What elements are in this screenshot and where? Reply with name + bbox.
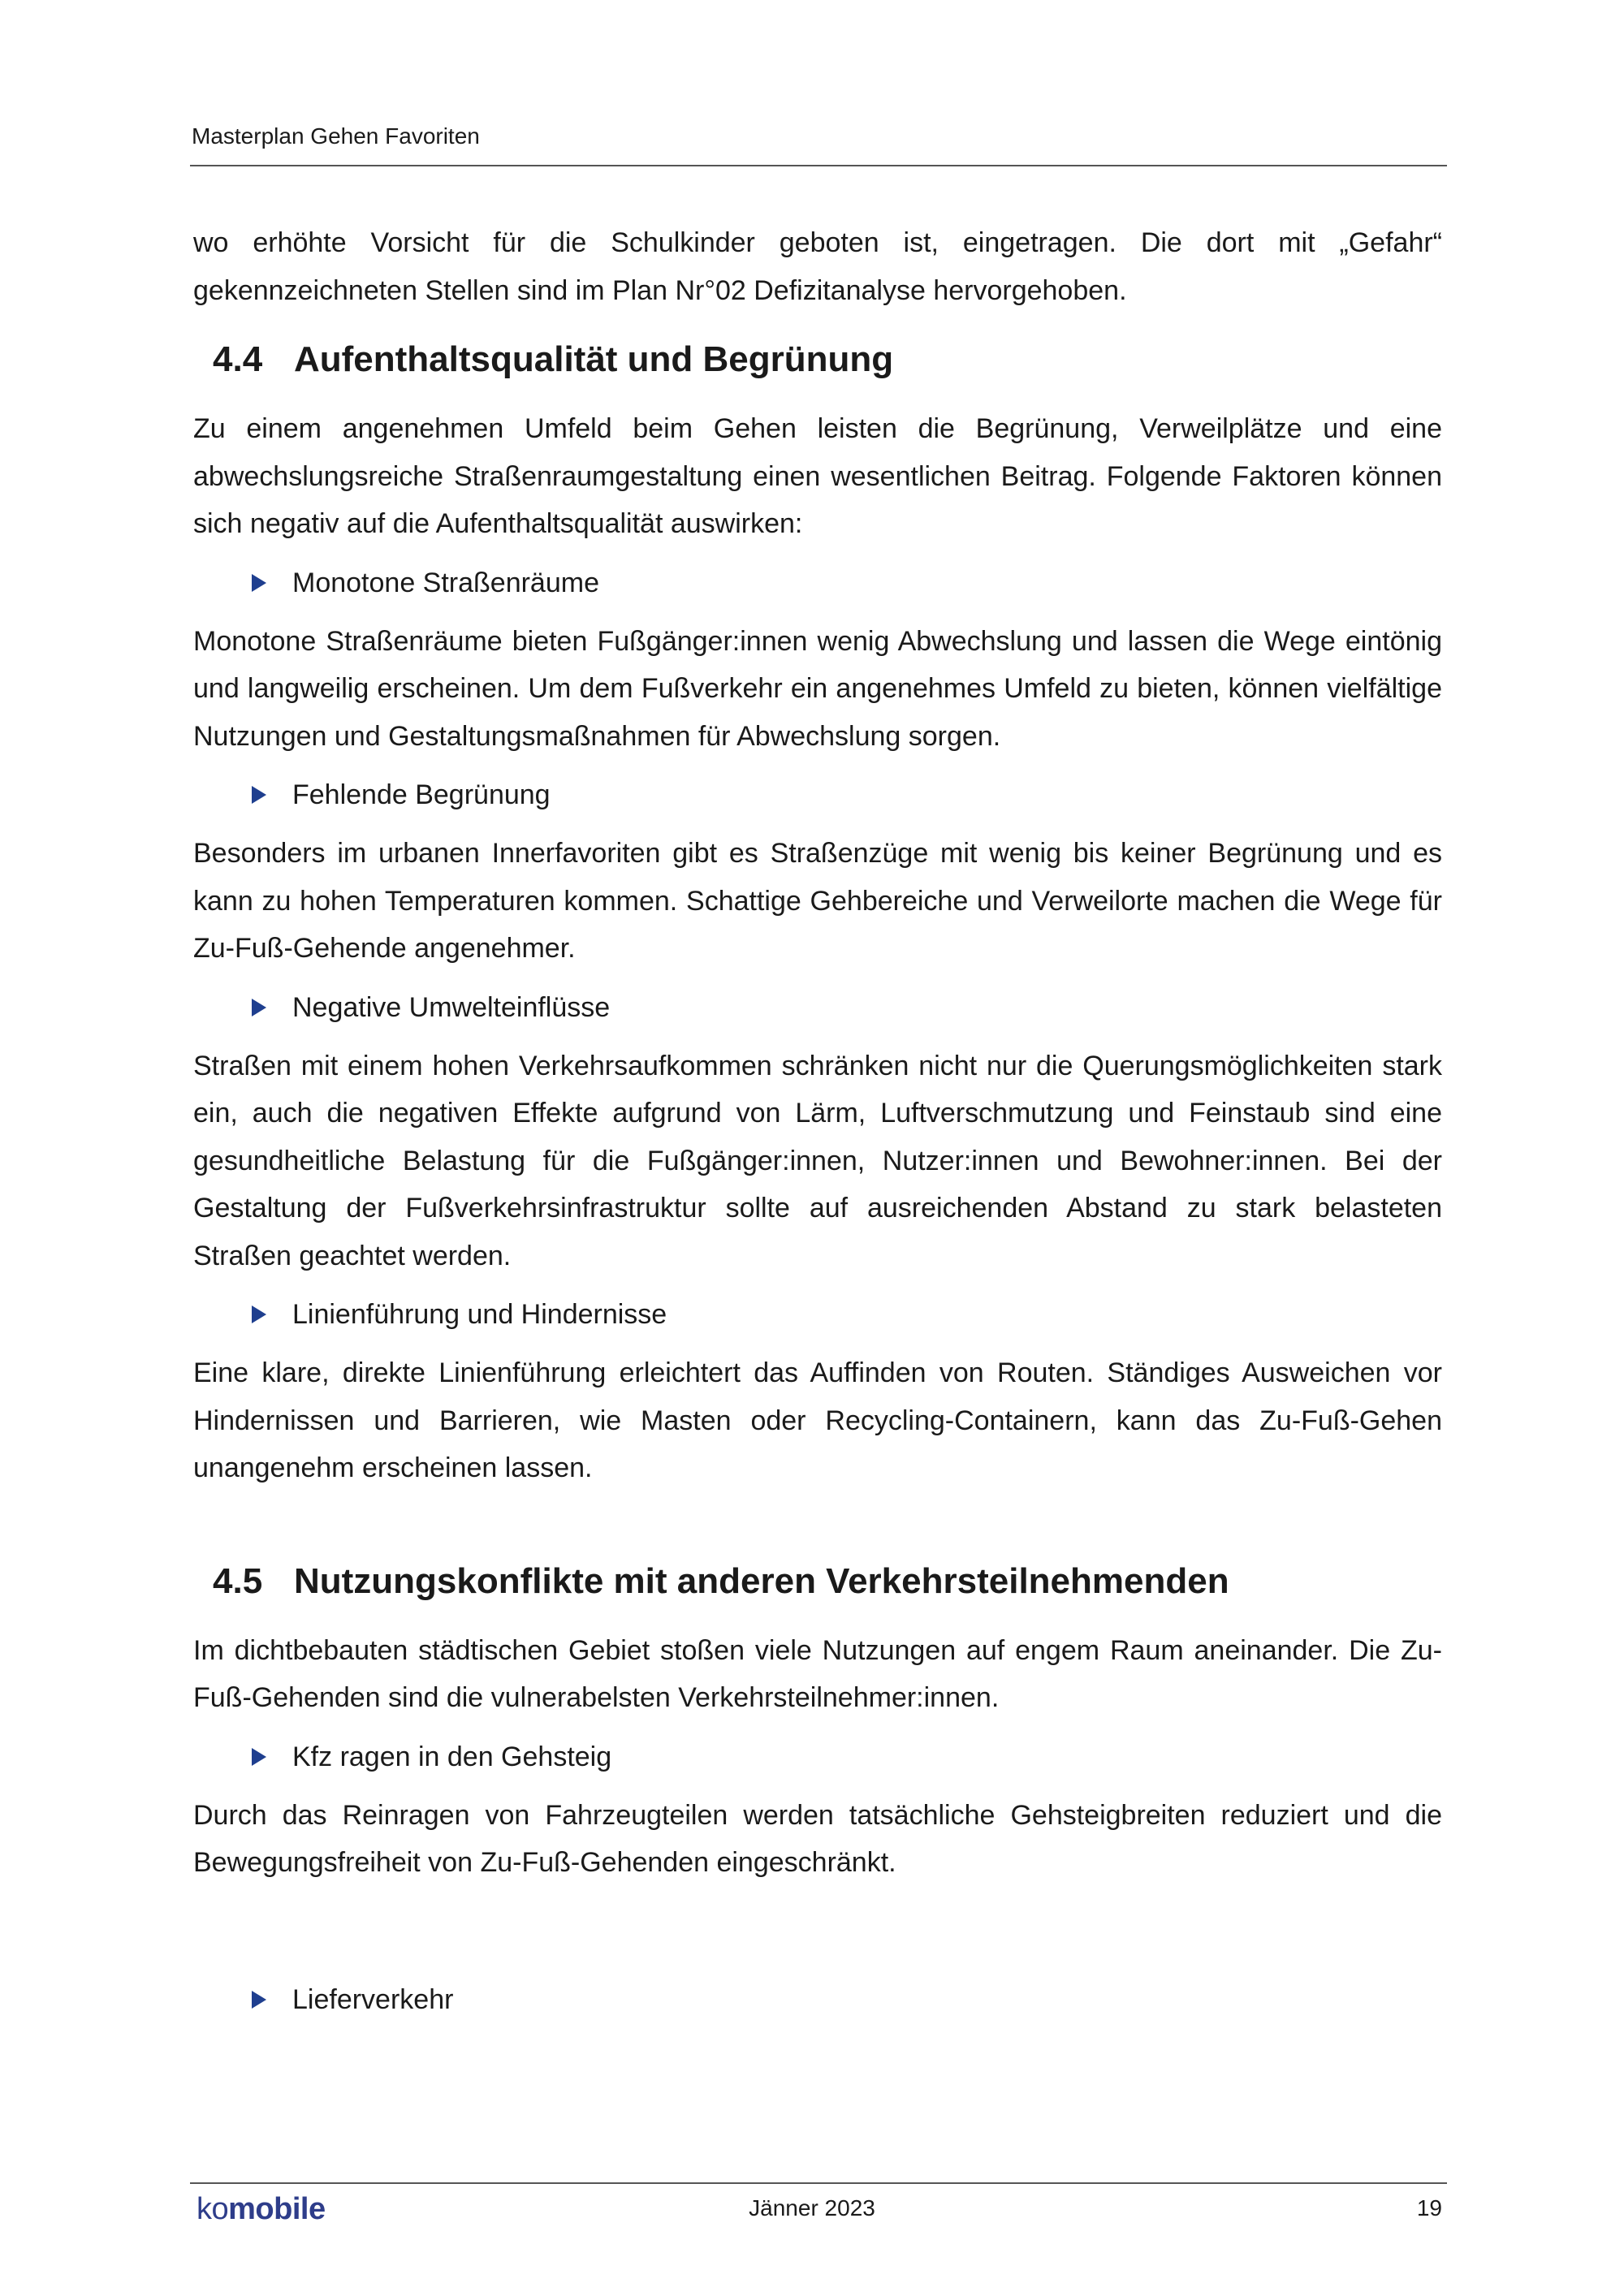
bullet-label: Monotone Straßenräume xyxy=(292,567,599,598)
section-4-5-intro: Im dichtbebauten städtischen Gebiet stoßen viele Nutzungen auf engem Raum aneinander. Die Zu-Fuß-Gehenden sind die vulnerabelsten Verkehrsteilnehmer:innen. xyxy=(193,1634,1442,1713)
intro-paragraph: wo erhöhte Vorsicht für die Schulkinder geboten ist, eingetragen. Die dort mit „Gefahr“ gekennzeichneten Stellen sind im Plan Nr°02 Defizitanalyse hervorgehoben. xyxy=(193,227,1442,306)
bullet-item xyxy=(193,559,1442,606)
triangle-bullet-icon xyxy=(252,1991,266,2009)
running-header: Masterplan Gehen Favoriten xyxy=(192,123,480,149)
footer-date: Jänner 2023 xyxy=(749,2195,875,2220)
bullet-description: Eine klare, direkte Linienführung erleichtert das Auffinden von Routen. Ständiges Ausweichen vor Hindernissen und Barrieren, wie Masten oder Recycling-Containern, kann das Zu-Fuß-Gehen unangenehm erscheinen lassen. xyxy=(193,1357,1442,1483)
bullet-item xyxy=(193,984,1442,1031)
triangle-bullet-icon xyxy=(252,786,266,804)
bullet-item xyxy=(193,1291,1442,1338)
section-title: Nutzungskonflikte mit anderen Verkehrsteilnehmenden xyxy=(294,1560,1229,1601)
section-4-4-intro: Zu einem angenehmen Umfeld beim Gehen leisten die Begrünung, Verweilplätze und eine abwechslungsreiche Straßenraumgestaltung einen wesentlichen Beitrag. Folgende Faktoren können sich negativ auf die Aufenthaltsqualität auswirken: xyxy=(193,413,1442,539)
bullet-description: Straßen mit einem hohen Verkehrsaufkommen schränken nicht nur die Querungsmöglichkeiten stark ein, auch die negativen Effekte aufgrund von Lärm, Luftverschmutzung und Feinstaub sind eine gesundheitliche Belastung für die Fußgänger:innen, Nutzer:innen und Bewohner:innen. Bei der Gestaltung der Fußverkehrsinfrastruktur sollte auf ausreichenden Abstand zu stark belasteten Straßen geachtet werden. xyxy=(193,1050,1442,1271)
section-heading-4-5 xyxy=(193,1557,1442,1606)
footer-divider xyxy=(190,2182,1447,2184)
triangle-bullet-icon xyxy=(252,574,266,592)
section-number: 4.5 xyxy=(213,1560,263,1601)
bullet-item xyxy=(193,1976,1442,2023)
header-divider xyxy=(190,165,1447,166)
logo-suffix: mobile xyxy=(228,2192,326,2226)
triangle-bullet-icon xyxy=(252,1748,266,1766)
section-title: Aufenthaltsqualität und Begrünung xyxy=(294,339,894,379)
bullet-label: Kfz ragen in den Gehsteig xyxy=(292,1741,612,1772)
bullet-description: Monotone Straßenräume bieten Fußgänger:innen wenig Abwechslung und lassen die Wege eintönig und langweilig erscheinen. Um dem Fußverkehr ein angenehmes Umfeld zu bieten, können vielfältige Nutzungen und Gestaltungsmaßnahmen für Abwechslung sorgen. xyxy=(193,625,1442,752)
page-content xyxy=(193,219,1442,2023)
bullet-label: Linienführung und Hindernisse xyxy=(292,1299,667,1330)
triangle-bullet-icon xyxy=(252,999,266,1016)
page-number: 19 xyxy=(1416,2195,1442,2220)
triangle-bullet-icon xyxy=(252,1306,266,1323)
section-heading-4-4 xyxy=(193,335,1442,384)
section-number: 4.4 xyxy=(213,339,263,379)
logo-prefix: ko xyxy=(197,2192,229,2226)
bullet-label: Negative Umwelteinflüsse xyxy=(292,991,611,1023)
bullet-label: Lieferverkehr xyxy=(292,1983,454,2015)
bullet-description: Besonders im urbanen Innerfavoriten gibt es Straßenzüge mit wenig bis keiner Begrünung und es kann zu hohen Temperaturen kommen. Schattige Gehbereiche und Verweilorte machen die Wege für Zu-Fuß-Gehende angenehmer. xyxy=(193,838,1442,964)
bullet-label: Fehlende Begrünung xyxy=(292,779,551,810)
bullet-item xyxy=(193,771,1442,818)
bullet-description: Durch das Reinragen von Fahrzeugteilen werden tatsächliche Gehsteigbreiten reduziert und die Bewegungsfreiheit von Zu-Fuß-Gehenden eingeschränkt. xyxy=(193,1799,1442,1878)
bullet-item xyxy=(193,1733,1442,1780)
